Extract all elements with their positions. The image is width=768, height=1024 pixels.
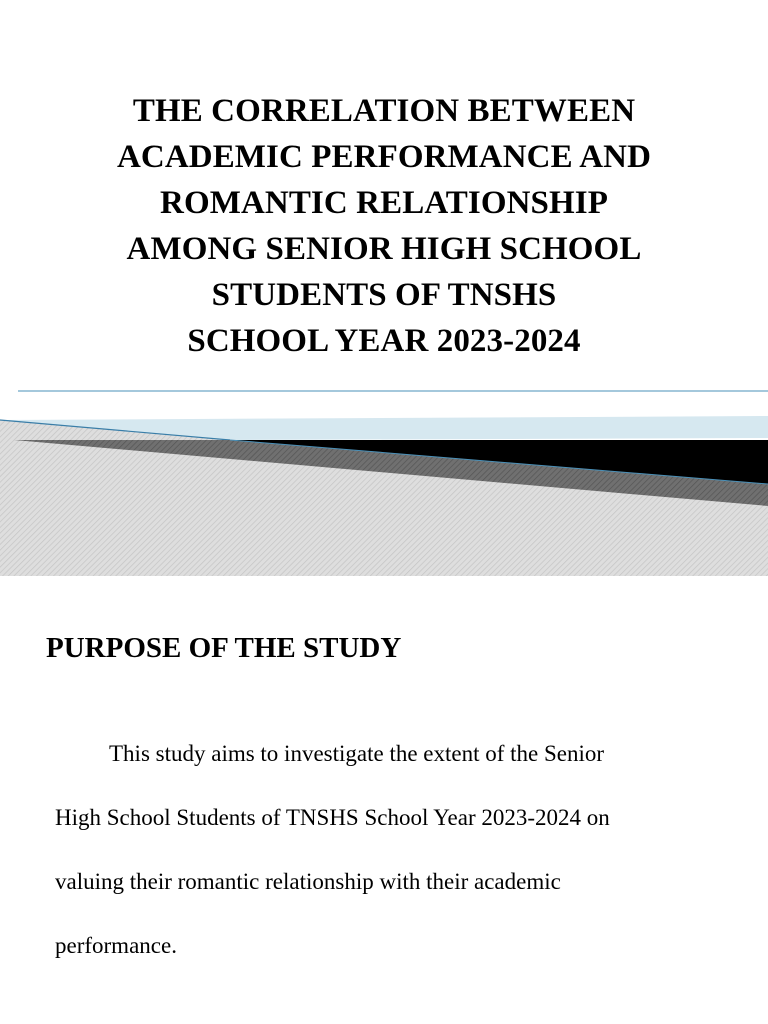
paragraph-line: valuing their romantic relationship with their academic <box>55 869 561 894</box>
paragraph-line: This study aims to investigate the extent of the Senior <box>109 741 605 766</box>
title-line: STUDENTS OF TNSHS <box>211 277 557 313</box>
paragraph-line: High School Students of TNSHS School Year 2023-2024 on <box>55 805 610 830</box>
document-title <box>40 88 728 364</box>
title-line: THE CORRELATION BETWEEN <box>132 93 636 129</box>
title-line: AMONG SENIOR HIGH SCHOOL <box>126 231 642 267</box>
paragraph-line: performance. <box>55 933 177 958</box>
section-heading: PURPOSE OF THE STUDY <box>46 632 402 664</box>
title-line: ROMANTIC RELATIONSHIP <box>160 185 608 221</box>
body-paragraph <box>55 722 715 978</box>
decorative-banner <box>0 380 768 580</box>
title-line: ACADEMIC PERFORMANCE AND <box>116 139 652 175</box>
title-line: SCHOOL YEAR 2023-2024 <box>187 323 581 359</box>
